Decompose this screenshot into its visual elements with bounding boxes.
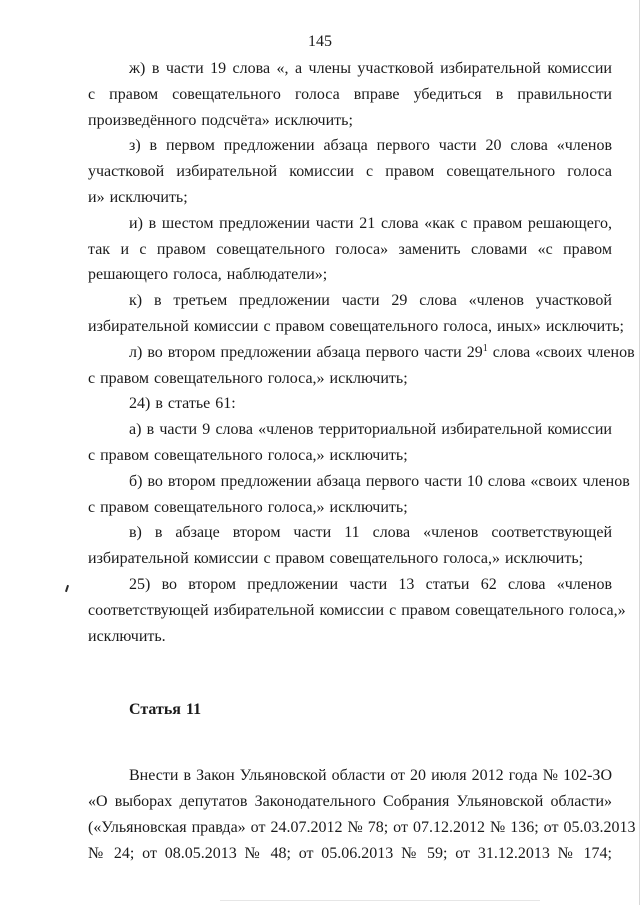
text-line: («Ульяновская правда» от 24.07.2012 № 78; от 07.12.2012 № 136; от 05.03.2013 [88,818,636,836]
text-line: и» исключить; [88,188,188,206]
paragraph-a [88,417,612,469]
text-line: «О выборах депутатов Законодательного Собрания Ульяновской области» [88,792,612,810]
text-line: избирательной комиссии с правом совещательного голоса, иных» исключить; [88,317,624,335]
text-fragment: слова «своих членов [487,343,635,361]
scan-artifact [220,900,540,901]
text-line: в) в абзаце втором части 11 слова «членов соответствующей [129,524,612,542]
paragraph-l [88,340,635,392]
spacer [88,723,612,763]
text-line: с правом совещательного голоса,» исключить; [88,446,408,464]
text-line: так и с правом совещательного голоса» заменить словами «с правом [88,240,612,258]
text-line: и) в шестом предложении части 21 слова «как с правом решающего, [129,214,612,232]
text-line: исключить. [88,627,166,645]
text-line: 24) в статье 61: [129,395,236,413]
article-heading: Статья 11 [129,701,202,719]
scan-mark [65,585,69,592]
text-line: с правом совещательного голоса,» исключить; [88,498,408,516]
text-line: 25) во втором предложении части 13 статьи 62 слова «членов [129,575,612,593]
paragraph-25 [88,572,626,649]
text-line [88,340,635,366]
spacer [88,649,612,697]
paragraph-v [88,520,612,572]
text-line: б) во втором предложении абзаца первого части 10 слова «своих членов [129,472,630,490]
text-line: Внести в Закон Ульяновской области от 20 июля 2012 года № 102-ЗО [129,767,612,785]
paragraph-k [88,288,624,340]
text-line: соответствующей избирательной комиссии с правом совещательного голоса,» [88,601,626,619]
text-line: з) в первом предложении абзаца первого части 20 слова «членов [129,137,612,155]
text-line: решающего голоса, наблюдатели»; [88,266,328,284]
text-line: а) в части 9 слова «членов территориальной избирательной комиссии [129,421,612,439]
text-line: к) в третьем предложении части 29 слова «членов участковой [129,292,612,310]
text-line: избирательной комиссии с правом совещательного голоса,» исключить; [88,550,584,568]
paragraph-i [88,211,612,288]
text-fragment: л) во втором предложении абзаца первого части 29 [129,343,483,361]
paragraph-z [88,133,612,210]
paragraph-24 [88,391,612,417]
paragraph-zh [88,56,612,133]
text-line: с правом совещательного голоса,» исключить; [88,369,408,387]
document-body [88,56,636,866]
paragraph-b [88,469,630,521]
superscript: 1 [482,342,488,354]
text-line: № 24; от 08.05.2013 № 48; от 05.06.2013 № 59; от 31.12.2013 № 174; [88,844,612,862]
paragraph-article-11 [88,763,636,866]
page-number: 145 [308,33,332,50]
text-line: с правом совещательного голоса вправе убедиться в правильности [88,85,612,103]
text-line: произведённого подсчёта» исключить; [88,111,353,129]
text-line: ж) в части 19 слова «, а члены участковой избирательной комиссии [129,60,612,77]
text-line: участковой избирательной комиссии с правом совещательного голоса [88,163,612,181]
